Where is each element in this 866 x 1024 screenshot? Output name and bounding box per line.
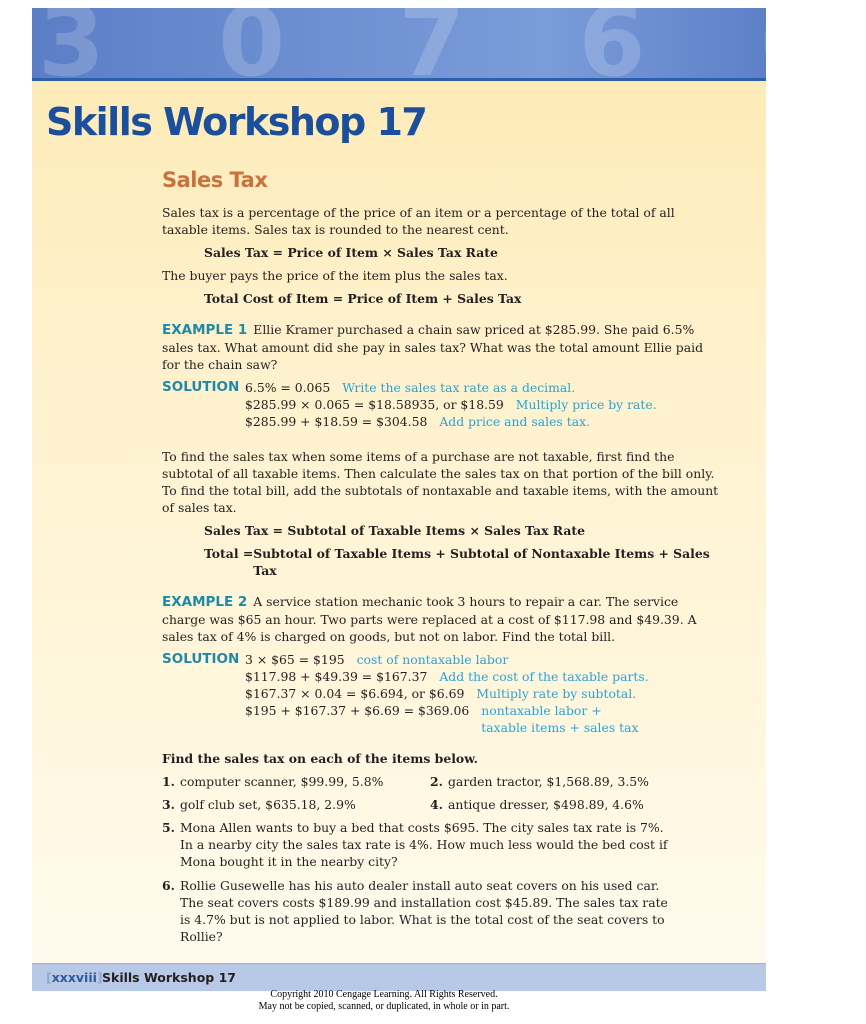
exercise-number: 3.: [162, 797, 175, 812]
copyright-line-1: Copyright 2010 Cengage Learning. All Rights Reserved.: [270, 989, 498, 1000]
formula-rhs: Subtotal of Taxable Items + Subtotal of Nontaxable Items + Sales Tax: [253, 546, 710, 578]
formula-lhs: Total =: [204, 546, 254, 561]
step-math: $285.99 × 0.065 = $18.58935, or $18.59: [245, 397, 504, 412]
step-math: $167.37 × 0.04 = $6.694, or $6.69: [245, 686, 465, 701]
example-2-solution: [162, 651, 722, 736]
example-1-solution: [162, 379, 722, 430]
step-note: Multiply rate by subtotal.: [476, 686, 637, 701]
section-subtitle: Sales Tax: [162, 168, 268, 192]
exercise-directions: Find the sales tax on each of the items below.: [162, 751, 478, 766]
nontaxable-paragraph: To find the sales tax when some items of a purchase are not taxable, first find the subtotal of all taxable items. Then calculate the sales tax on that portion of the bill only. To find the total bill, add the subtotals of nontaxable and taxable items, with the amount of sales tax.: [162, 449, 719, 515]
example-1-label: EXAMPLE 1: [162, 322, 248, 338]
solution-step: [245, 668, 722, 685]
exercise-item: [162, 877, 722, 945]
exercise-number: 4.: [430, 797, 443, 812]
bracket-close: ]: [96, 970, 103, 985]
solution-step: [245, 413, 722, 430]
page: [32, 0, 866, 992]
solution-step: [245, 702, 722, 736]
solution-step: [245, 396, 722, 413]
exercise-list: [162, 773, 722, 945]
step-note: Add price and sales tax.: [439, 414, 591, 429]
banner-decoration: 3 0 7 6 6: [38, 0, 866, 98]
exercise-number: 2.: [430, 774, 443, 789]
total-cost-formula: Total Cost of Item = Price of Item + Sales Tax: [204, 291, 522, 306]
exercise-row: [162, 796, 722, 813]
solution-step: [245, 651, 722, 668]
step-math: $285.99 + $18.59 = $304.58: [245, 414, 428, 429]
step-note: Add the cost of the taxable parts.: [439, 669, 649, 684]
example-2: [162, 593, 722, 736]
footer-bar: [32, 963, 766, 991]
page-number: [46, 970, 103, 985]
example-1: [162, 321, 722, 430]
intro-paragraph: Sales tax is a percentage of the price of an item or a percentage of the total of all taxable items. Sales tax is rounded to the nearest cent.: [162, 205, 675, 237]
step-math: 6.5% = 0.065: [245, 380, 331, 395]
solution-label: SOLUTION: [162, 651, 240, 667]
total-bill-formula: [162, 545, 722, 579]
solution-steps: [245, 379, 722, 430]
example-2-label: EXAMPLE 2: [162, 594, 248, 610]
step-math: $195 + $167.37 + $6.69 = $369.06: [245, 703, 470, 718]
exercise-text: Mona Allen wants to buy a bed that costs $695. The city sales tax rate is 7%. In a nearby city the sales tax rate is 4%. How much less would the bed cost if Mona bought it in the nearby city?: [180, 820, 668, 869]
solution-steps: [245, 651, 722, 736]
step-note: cost of nontaxable labor: [356, 652, 509, 667]
page-number-text: xxxviii: [51, 970, 97, 985]
example-2-problem: [162, 593, 722, 645]
exercise-number: 6.: [162, 878, 175, 893]
exercise-item: [162, 773, 430, 790]
intro-paragraph-2: The buyer pays the price of the item plus the sales tax.: [162, 268, 508, 283]
example-2-text: A service station mechanic took 3 hours to repair a car. The service charge was $65 an hour. Two parts were replaced at a cost of $117.98 and $49.39. A sales tax of 4% is charged on goods, but not on labor. Find the total bill.: [162, 594, 697, 644]
page-title: Skills Workshop 17: [46, 100, 427, 144]
solution-step: [245, 379, 722, 396]
sales-tax-formula: Sales Tax = Price of Item × Sales Tax Rate: [204, 245, 498, 260]
copyright-line-2: May not be copied, scanned, or duplicated, in whole or in part.: [258, 1001, 510, 1012]
step-note: Write the sales tax rate as a decimal.: [342, 380, 576, 395]
copyright-notice: [0, 989, 768, 1013]
step-math: $117.98 + $49.39 = $167.37: [245, 669, 428, 684]
exercise-text: computer scanner, $99.99, 5.8%: [180, 774, 384, 789]
exercise-number: 5.: [162, 820, 175, 835]
example-1-problem: [162, 321, 722, 373]
solution-step: [245, 685, 722, 702]
exercise-text: Rollie Gusewelle has his auto dealer install auto seat covers on his used car. The seat covers costs $189.99 and installation cost $45.89. The sales tax rate is 4.7% but is not applied to labor. What is the total cost of the seat covers to Rollie?: [180, 878, 668, 944]
exercise-number: 1.: [162, 774, 175, 789]
exercise-item: [430, 773, 698, 790]
exercise-item: [162, 796, 430, 813]
solution-label: SOLUTION: [162, 379, 240, 395]
exercise-item: [430, 796, 698, 813]
step-note: Multiply price by rate.: [515, 397, 657, 412]
header-banner: [32, 0, 866, 98]
step-note: nontaxable labor + taxable items + sales tax: [481, 703, 639, 735]
exercise-text: antique dresser, $498.89, 4.6%: [448, 797, 644, 812]
step-math: 3 × $65 = $195: [245, 652, 345, 667]
subtotal-tax-formula: Sales Tax = Subtotal of Taxable Items × Sales Tax Rate: [204, 523, 585, 538]
footer-title: Skills Workshop 17: [102, 970, 236, 985]
bracket-open: [: [46, 970, 52, 985]
exercise-text: golf club set, $635.18, 2.9%: [180, 797, 356, 812]
exercise-item: [162, 819, 722, 870]
exercise-row: [162, 773, 722, 790]
example-1-text: Ellie Kramer purchased a chain saw priced at $285.99. She paid 6.5% sales tax. What amount did she pay in sales tax? What was the total amount Ellie paid for the chain saw?: [162, 322, 703, 372]
main-content: [162, 204, 722, 952]
exercise-text: garden tractor, $1,568.89, 3.5%: [448, 774, 649, 789]
